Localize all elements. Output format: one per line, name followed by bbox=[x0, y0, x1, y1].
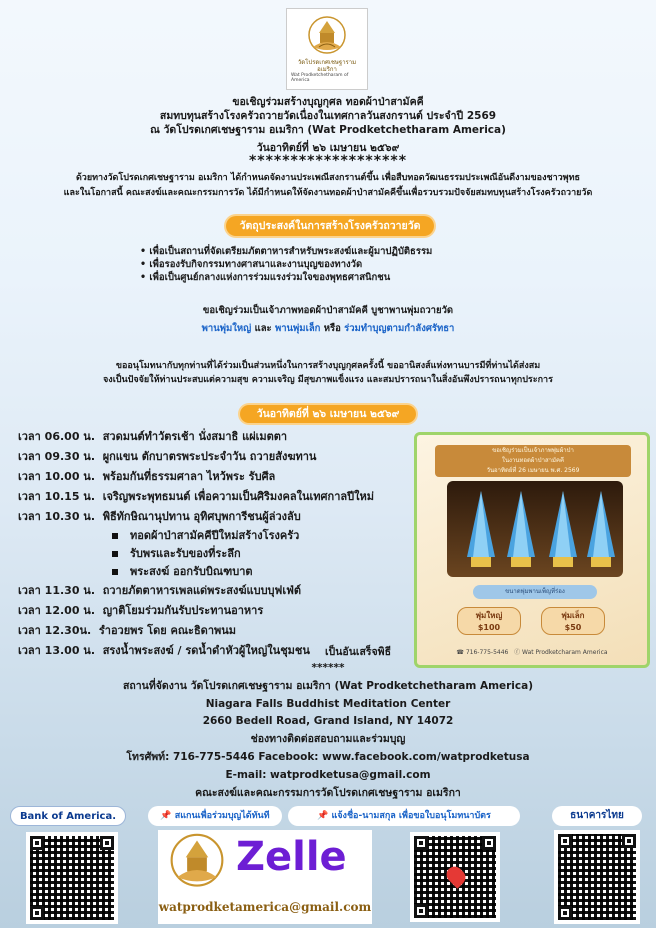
intro-line-1: ด้วยทางวัดโปรดเกศเชษฐาราม อเมริกา ได้กำหนดจัดงานประเพณีสงกรานต์ขึ้น เพื่อสืบทอดวัฒนธรรมประเพณีอันดีงามของชาวพุทธ bbox=[75, 173, 581, 183]
blessing-line-2: จงเป็นปัจจัยให้ท่านประสบแต่ความสุข ความเจริญ มีสุขภาพแข็งแรง และสมปรารถนาในสิ่งอันพึงปรารถนาทุกประการ bbox=[103, 375, 553, 385]
schedule-text: พร้อมกันที่ธรรมศาลา ไหว้พระ รับศีล bbox=[102, 470, 276, 483]
objectives-title: วัตถุประสงค์ในการสร้างโรงครัวถวายวัด bbox=[226, 216, 434, 236]
schedule-time: เวลา 13.00 น. bbox=[18, 644, 96, 657]
zelle-email[interactable]: watprodketamerica@gmail.com bbox=[158, 900, 372, 914]
schedule-row bbox=[18, 507, 418, 527]
schedule-text: ผูกแขน ตักบาตรพระประจำวัน ถวายสังฆทาน bbox=[102, 450, 317, 463]
venue-line-1: สถานที่จัดงาน วัดโปรดเกศเชษฐาราม อเมริกา (Wat Prodketchetharam America) bbox=[122, 680, 534, 692]
schedule-text: สวดมนต์ทำวัตรเช้า นั่งสมาธิ แผ่เมตตา bbox=[102, 430, 288, 443]
offering-tray-icon bbox=[543, 487, 583, 571]
square-bullet-icon bbox=[112, 551, 118, 557]
schedule-time: เวลา 06.00 น. bbox=[18, 430, 96, 443]
schedule-time: เวลา 10.15 น. bbox=[18, 490, 96, 503]
offering-tray-icon bbox=[461, 487, 501, 571]
poster-note: ขนาดพุ่มพานเพ็ญที่ร่อง bbox=[473, 585, 597, 599]
schedule-list bbox=[18, 427, 418, 661]
poster-image bbox=[447, 481, 623, 577]
temple-logo bbox=[286, 8, 368, 90]
thai-bank-qr[interactable] bbox=[554, 830, 640, 924]
thai-bank-label: ธนาคารไทย bbox=[552, 806, 642, 826]
offering-tray-icon bbox=[501, 487, 541, 571]
schedule-time: เวลา 10.30 น. bbox=[18, 510, 96, 523]
schedule-subitem: ทอดผ้าป่าสามัคคีปีใหม่สร้างโรงครัว bbox=[18, 527, 418, 545]
schedule-time: เวลา 12.30น. bbox=[18, 624, 92, 637]
schedule-subitem: พระสงฆ์ ออกรับบิณฑบาต bbox=[18, 563, 418, 581]
logo-text-th: วัดโปรดเกศเชษฐาราม อเมริกา bbox=[297, 58, 357, 73]
schedule-row bbox=[18, 601, 418, 621]
bank-of-america-label: Bank of America. bbox=[10, 806, 126, 826]
objective-item: • เพื่อเป็นสถานที่จัดเตรียมภัตตาหารสำหรับพระสงฆ์และผู้มาปฏิบัติธรรม bbox=[140, 245, 432, 258]
schedule-row bbox=[18, 621, 418, 641]
schedule-row bbox=[18, 581, 418, 601]
header-line-3: ณ วัดโปรดเกศเชษฐาราม อเมริกา (Wat Prodketchetharam America) bbox=[150, 124, 506, 136]
poster-header: ขอเชิญร่วมเป็นเจ้าภาพพุ่มผ้าป่า ในงานทอดผ้าป่าสามัคคี วันอาทิตย์ที่ 26 เมษายน พ.ศ. 2569 bbox=[435, 445, 631, 477]
donation-footer bbox=[0, 806, 656, 928]
schedule-text: รำอวยพร โดย คณะธิดาพนม bbox=[98, 624, 237, 637]
offering-tray-poster bbox=[414, 432, 650, 668]
schedule-text: เจริญพระพุทธมนต์ เพื่อความเป็นศิริมงคลในเทศกาลปีใหม่ bbox=[102, 490, 374, 503]
venue-line-2: Niagara Falls Buddhist Meditation Center bbox=[205, 698, 451, 710]
invite-options bbox=[0, 322, 656, 335]
facebook-icon: ⓕ bbox=[514, 649, 521, 656]
schedule-subitem: รับพรและรับของที่ระลึก bbox=[18, 545, 418, 563]
phone-icon: ☎ bbox=[456, 649, 464, 656]
pin-icon: 📌 bbox=[160, 811, 172, 821]
option-small-tray: พานพุ่มเล็ก bbox=[274, 323, 321, 334]
objective-item: • เพื่อเป็นศูนย์กลางแห่งการร่วมแรงร่วมใจของพุทธศาสนิกชน bbox=[140, 271, 432, 284]
schedule-row bbox=[18, 487, 418, 507]
ceremony-end-stars: ****** bbox=[311, 662, 345, 674]
schedule-row bbox=[18, 427, 418, 447]
map-pin-icon bbox=[443, 863, 468, 888]
option-large-tray: พานพุ่มใหญ่ bbox=[201, 323, 252, 334]
contact-email[interactable]: E-mail: watprodketusa@gmail.com bbox=[225, 769, 431, 781]
square-bullet-icon bbox=[112, 533, 118, 539]
objective-item: • เพื่อรองรับกิจกรรมทางศาสนาและงานบุญของทางวัด bbox=[140, 258, 432, 271]
schedule-time: เวลา 10.00 น. bbox=[18, 470, 96, 483]
offering-tray-icon bbox=[581, 487, 621, 571]
contact-phone-facebook[interactable]: โทรศัพท์: 716-775-5446 Facebook: www.facebook.com/watprodketusa bbox=[126, 751, 530, 763]
small-tray-price: พุ่มเล็ก $50 bbox=[541, 607, 605, 635]
committee-line: คณะสงฆ์และคณะกรรมการวัดโปรดเกศเชษฐาราม อเมริกา bbox=[195, 787, 461, 799]
schedule-time: เวลา 09.30 น. bbox=[18, 450, 96, 463]
header-date: วันอาทิตย์ที่ ๒๖ เมษายน ๒๕๖๙ bbox=[256, 142, 400, 154]
notify-banner: 📌 แจ้งชื่อ-นามสกุล เพื่อขอใบอนุโมทนาบัตร bbox=[288, 806, 520, 826]
venue-line-3: 2660 Bedell Road, Grand Island, NY 14072 bbox=[202, 715, 454, 727]
bank-of-america-qr[interactable] bbox=[26, 832, 118, 924]
zelle-logo: Zelle bbox=[236, 834, 347, 880]
invite-line: ขอเชิญร่วมเป็นเจ้าภาพทอดผ้าป่าสามัคคี บูชาพานพุ่มถวายวัด bbox=[202, 305, 454, 316]
lotus-temple-icon bbox=[305, 15, 349, 59]
schedule-text: สรงน้ำพระสงฆ์ / รดน้ำดำหัวผู้ใหญ่ในชุมชน bbox=[102, 644, 310, 657]
large-tray-price: พุ่มใหญ่ $100 bbox=[457, 607, 521, 635]
header-line-1: ขอเชิญร่วมสร้างบุญกุศล ทอดผ้าป่าสามัคคี bbox=[232, 96, 424, 108]
schedule-text: ญาติโยมร่วมกันรับประทานอาหาร bbox=[102, 604, 264, 617]
temple-logo-icon bbox=[166, 832, 228, 894]
poster-contact: ☎ 716-775-5446 ⓕ Wat Prodketcharam America bbox=[456, 649, 608, 656]
contact-heading: ช่องทางติดต่อสอบถามและร่วมบุญ bbox=[250, 733, 406, 745]
scan-banner: 📌 สแกนเพื่อร่วมบุญได้ทันที bbox=[148, 806, 282, 826]
header-stars: ******************* bbox=[248, 153, 408, 169]
schedule-row bbox=[18, 447, 418, 467]
intro-line-2: และในโอกาสนี้ คณะสงฆ์และคณะกรรมการวัด ได้มีกำหนดให้จัดงานทอดผ้าป่าสามัคคีขึ้นเพื่อรวบรวมปัจจัยสมทบทุนสร้างโรงครัวถวายวัด bbox=[63, 188, 593, 198]
logo-text-en: Wat Prodketchetharam of America bbox=[291, 73, 349, 84]
objectives-list bbox=[140, 245, 432, 284]
ceremony-end: เป็นอันเสร็จพิธี bbox=[324, 646, 392, 658]
schedule-time: เวลา 11.30 น. bbox=[18, 584, 96, 597]
option-and: และ bbox=[254, 323, 272, 334]
zelle-panel bbox=[158, 830, 372, 924]
schedule-row bbox=[18, 467, 418, 487]
blessing-line-1: ขออนุโมทนากับทุกท่านที่ได้ร่วมเป็นส่วนหนึ่งในการสร้างบุญกุศลครั้งนี้ ขออานิสงส์แห่งทานบารมีที่ท่านได้ส่งสม bbox=[115, 361, 541, 371]
pin-icon: 📌 bbox=[317, 811, 329, 821]
option-or: หรือ bbox=[323, 323, 341, 334]
option-any-amount: ร่วมทำบุญตามกำลังศรัทธา bbox=[344, 323, 455, 334]
square-bullet-icon bbox=[112, 569, 118, 575]
schedule-time: เวลา 12.00 น. bbox=[18, 604, 96, 617]
map-qr[interactable] bbox=[410, 832, 500, 922]
schedule-text: พิธีทักษิณานุปทาน อุทิศบุพการีชนผู้ล่วงลับ bbox=[102, 510, 301, 523]
header-line-2: สมทบทุนสร้างโรงครัวถวายวัดเนื่องในเทศกาลวันสงกรานต์ ประจำปี 2569 bbox=[159, 110, 497, 122]
schedule-title: วันอาทิตย์ที่ ๒๖ เมษายน ๒๕๖๙ bbox=[240, 405, 416, 423]
schedule-text: ถวายภัตตาหารเพลแด่พระสงฆ์แบบบุฟเฟ่ต์ bbox=[102, 584, 302, 597]
